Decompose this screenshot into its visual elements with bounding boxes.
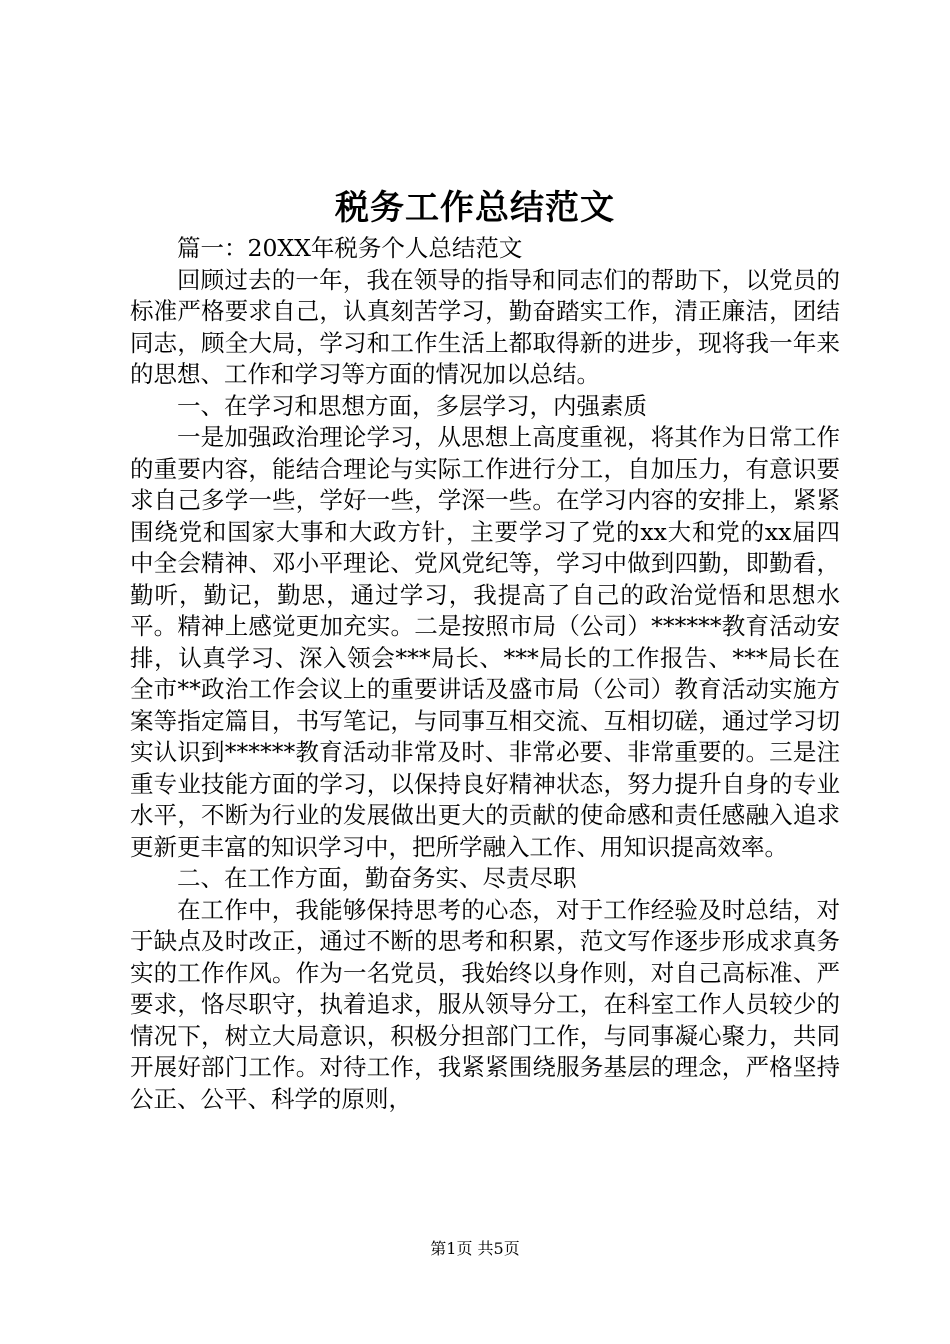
body-paragraph: 在工作中，我能够保持思考的心态，对于工作经验及时总结，对于缺点及时改正，通过不断的思考和积累，范文写作逐步形成求真务实的工作作风。作为一名党员，我始终以身作则，对自己高标准、严要求，恪尽职守，执着追求，服从领导分工，在科室工作人员较少的情况下，树立大局意识，积极分担部门工作，与同事凝心聚力，共同开展好部门工作。对待工作，我紧紧围绕服务基层的理念，严格坚持公正、公平、科学的原则， <box>130 895 840 1113</box>
section-heading: 二、在工作方面，勤奋务实、尽责尽职 <box>177 864 577 892</box>
document-title: 税务工作总结范文 <box>335 188 615 228</box>
section-subtitle: 篇一：20XX年税务个人总结范文 <box>177 234 523 262</box>
body-paragraph: 回顾过去的一年，我在领导的指导和同志们的帮助下，以党员的标准严格要求自己，认真刻苦学习，勤奋踏实工作，清正廉洁，团结同志，顾全大局，学习和工作生活上都取得新的进步，现将我一年来的思想、工作和学习等方面的情况加以总结。 <box>130 265 840 388</box>
document-body <box>130 233 840 1115</box>
section-heading: 一、在学习和思想方面，多层学习，内强素质 <box>177 391 647 420</box>
page-number-footer: 第1页 共5页 <box>430 1239 520 1258</box>
body-paragraph: 一是加强政治理论学习，从思想上高度重视，将其作为日常工作的重要内容，能结合理论与实际工作进行分工，自加压力，有意识要求自己多学一些，学好一些，学深一些。在学习内容的安排上，紧紧围绕党和国家大事和大政方针，主要学习了党的xx大和党的xx届四中全会精神、邓小平理论、党风党纪等，学习中做到四勤，即勤看，勤听，勤记，勤思，通过学习，我提高了自己的政治觉悟和思想水平。精神上感觉更加充实。二是按照市局（公司）******教育活动安排，认真学习、深入领会***局长、***局长的工作报告、***局长在全市**政治工作会议上的重要讲话及盛市局（公司）教育活动实施方案等指定篇目，书写笔记，与同事互相交流、互相切磋，通过学习切实认识到******教育活动非常及时、非常必要、非常重要的。三是注重专业技能方面的学习，以保持良好精神状态，努力提升自身的专业水平，不断为行业的发展做出更大的贡献的使命感和责任感融入追求更新更丰富的知识学习中，把所学融入工作、用知识提高效率。 <box>130 423 840 861</box>
